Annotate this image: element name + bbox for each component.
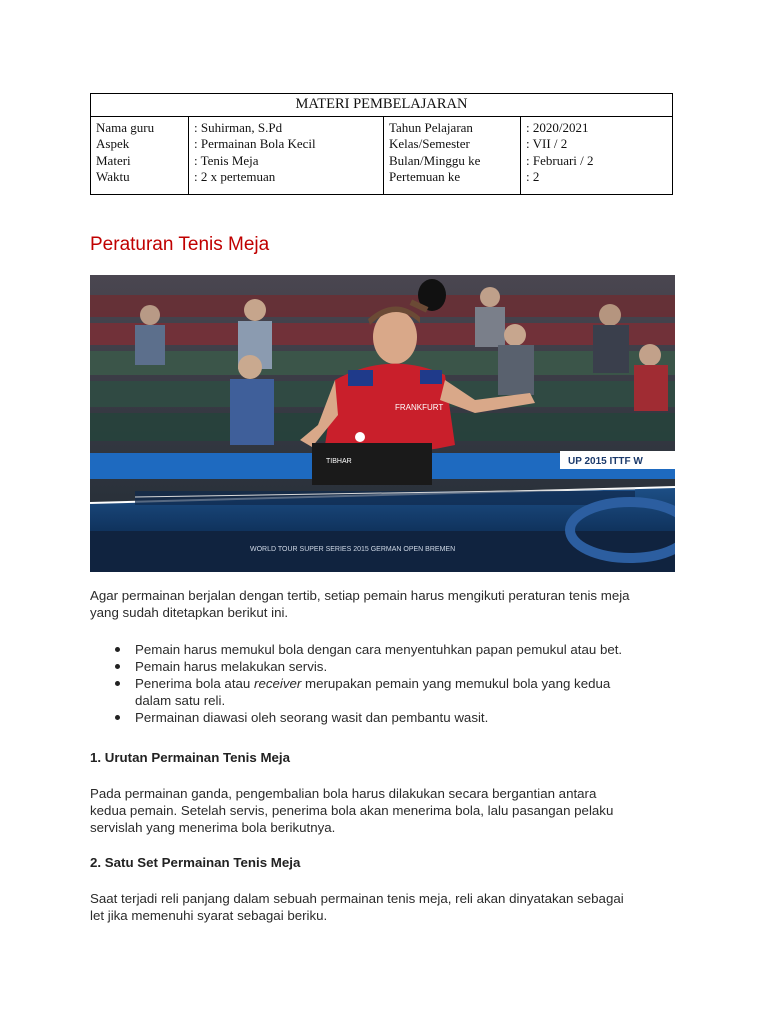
intro-line-2: yang sudah ditetapkan berikut ini. xyxy=(90,605,289,620)
label-tahun-pelajaran: Tahun Pelajaran xyxy=(389,120,473,135)
section-2-line-1: Saat terjadi reli panjang dalam sebuah permainan tenis meja, reli akan dinyatakan sebagai xyxy=(90,891,624,906)
label-bulan-minggu: Bulan/Minggu ke xyxy=(389,152,481,168)
intro-paragraph xyxy=(90,587,690,621)
list-item xyxy=(90,709,690,726)
rule-2-text: Pemain harus melakukan servis. xyxy=(135,659,328,674)
left-values-cell xyxy=(189,117,384,195)
rules-list xyxy=(90,641,690,726)
label-materi: Materi xyxy=(96,152,131,168)
label-waktu: Waktu xyxy=(96,168,130,184)
list-item xyxy=(90,641,690,658)
lesson-info-table xyxy=(90,93,673,195)
rule-4-text: Permainan diawasi oleh seorang wasit dan pembantu wasit. xyxy=(135,710,489,725)
value-kelas-semester: : VII / 2 xyxy=(526,136,568,152)
section-1-line-2: kedua pemain. Setelah servis, penerima bola akan menerima bola, lalu pasangan pelaku xyxy=(90,803,614,818)
label-pertemuan: Pertemuan ke xyxy=(389,168,461,184)
section-2-line-2: let jika memenuhi syarat sebagai beriku. xyxy=(90,908,328,923)
right-labels-cell xyxy=(384,117,521,195)
section-1-paragraph xyxy=(90,785,690,836)
table-tennis-photo xyxy=(90,275,675,572)
rule-3-italic: receiver xyxy=(254,676,302,691)
section-1-line-3: servislah yang menerima bola berikutnya. xyxy=(90,820,336,835)
list-item xyxy=(90,675,690,709)
bullet-icon xyxy=(115,647,120,652)
value-aspek: : Permainan Bola Kecil xyxy=(194,136,316,152)
section-1-heading: 1. Urutan Permainan Tenis Meja xyxy=(90,750,291,765)
table-title: MATERI PEMBELAJARAN xyxy=(91,94,673,117)
banner-text: UP 2015 ITTF W xyxy=(568,456,643,467)
bullet-icon xyxy=(115,715,120,720)
value-materi: : Tenis Meja xyxy=(194,152,259,168)
right-values-cell xyxy=(521,117,673,195)
rule-3-text-a: Penerima bola atau xyxy=(135,676,255,691)
label-kelas-semester: Kelas/Semester xyxy=(389,136,470,152)
section-2-heading: 2. Satu Set Permainan Tenis Meja xyxy=(90,855,301,870)
section-1-line-1: Pada permainan ganda, pengembalian bola harus dilakukan secara bergantian antara xyxy=(90,786,597,801)
rule-1-text: Pemain harus memukul bola dengan cara menyentuhkan papan pemukul atau bet. xyxy=(135,642,623,657)
section-2-paragraph xyxy=(90,890,690,924)
apron-text: WORLD TOUR SUPER SERIES 2015 GERMAN OPEN BREMEN xyxy=(250,546,456,553)
value-tahun-pelajaran: : 2020/2021 xyxy=(526,120,589,135)
intro-line-1: Agar permainan berjalan dengan tertib, setiap pemain harus mengikuti peraturan tenis meja xyxy=(90,588,630,603)
list-item xyxy=(90,658,690,675)
bullet-icon xyxy=(115,681,120,686)
shirt-text: FRANKFURT xyxy=(395,403,444,412)
bullet-icon xyxy=(115,664,120,669)
page-heading: Peraturan Tenis Meja xyxy=(90,234,270,255)
ball-icon xyxy=(355,432,365,442)
rule-3-text-b: merupakan pemain yang memukul bola yang kedua xyxy=(301,676,611,691)
label-nama-guru: Nama guru xyxy=(96,120,155,135)
value-pertemuan: : 2 xyxy=(526,168,540,184)
value-nama-guru: : Suhirman, S.Pd xyxy=(194,120,283,135)
photo-illustration xyxy=(90,275,675,572)
value-bulan-minggu: : Februari / 2 xyxy=(526,152,594,168)
shorts-text: TIBHAR xyxy=(326,458,352,465)
tennis-table xyxy=(90,487,675,572)
rule-3-text-c: dalam satu reli. xyxy=(135,693,226,708)
value-waktu: : 2 x pertemuan xyxy=(194,168,276,184)
left-labels-cell xyxy=(91,117,189,195)
label-aspek: Aspek xyxy=(96,136,130,152)
